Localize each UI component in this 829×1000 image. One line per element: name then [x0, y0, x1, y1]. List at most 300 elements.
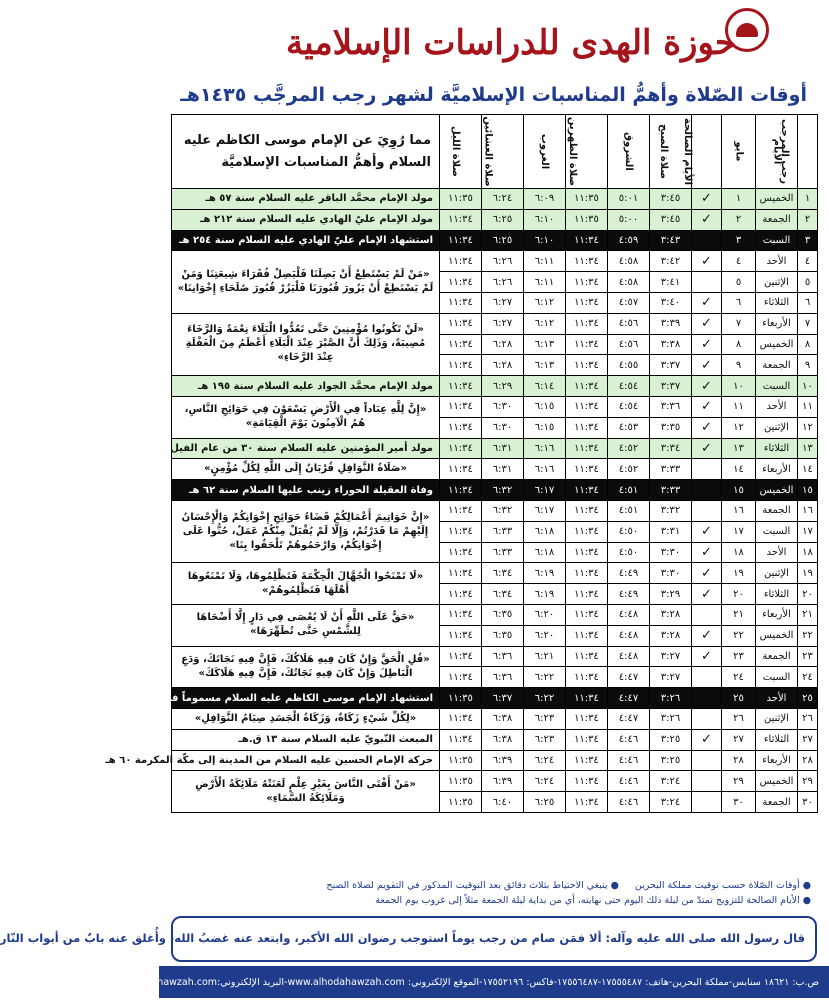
dhuhr-time: ١١:٣٤ [566, 313, 608, 334]
night-prayer-time: ١١:٣٤ [440, 480, 482, 501]
rajab-day-cell: ٢٤ [798, 667, 818, 688]
rajab-day-cell: ٨ [798, 334, 818, 355]
fajr-time: ٣:٣٦ [650, 396, 692, 417]
maghrib-time: ٦:١٣ [524, 334, 566, 355]
table-row [172, 729, 818, 750]
may-date-cell: ٢٨ [722, 750, 756, 771]
may-date-cell: ٢٤ [722, 667, 756, 688]
col-night: صلاة الليل [440, 115, 482, 189]
maghrib-time: ٦:١٥ [524, 396, 566, 417]
hadith-quote-cell: «قُلِ الْحَقَّ وَإِنْ كَانَ فِيهِ هَلَاكُكَ، فَإِنَّ فِيهِ نَجَاتَكَ، وَدَعِ الْبَاطِلَ وَإِنْ كَانَ فِيهِ نَجَاتُكَ، فَإِنَّ فِيهِ هَلَاكَكَ» [172, 646, 440, 688]
dhuhr-time: ١١:٣٤ [566, 500, 608, 521]
weekday-cell: الأحد [756, 396, 798, 417]
table-row [172, 189, 818, 210]
rajab-day-cell: ٢٥ [798, 688, 818, 709]
dhuhr-time: ١١:٣٤ [566, 480, 608, 501]
fajr-time: ٣:٢٤ [650, 771, 692, 792]
maghrib-time: ٦:٢٣ [524, 708, 566, 729]
good-day-check-cell: ✓ [692, 189, 722, 210]
may-date-cell: ٣ [722, 230, 756, 251]
weekday-cell: الجمعة [756, 209, 798, 230]
good-day-check-cell: ✓ [692, 355, 722, 376]
may-date-cell: ١٨ [722, 542, 756, 563]
weekday-cell: الخميس [756, 771, 798, 792]
rajab-day-cell: ١٣ [798, 438, 818, 459]
night-prayer-time: ١١:٣٤ [440, 417, 482, 438]
weekday-cell: الجمعة [756, 500, 798, 521]
weekday-cell: الثلاثاء [756, 729, 798, 750]
sunrise-time: ٥:٠١ [608, 189, 650, 210]
may-date-cell: ٢١ [722, 604, 756, 625]
maghrib-time: ٦:٢٣ [524, 729, 566, 750]
dhuhr-time: ١١:٣٤ [566, 417, 608, 438]
sunrise-time: ٤:٤٦ [608, 729, 650, 750]
weekday-cell: الإثنين [756, 563, 798, 584]
table-row [172, 771, 818, 792]
fajr-time: ٣:٣٧ [650, 376, 692, 397]
bullet-icon: ● [610, 880, 619, 891]
hadith-quote-cell: «صَلَاةُ النَّوَافِلِ قُرْبَانٌ إِلَى اللَّهِ لِكُلِّ مُؤْمِنٍ» [172, 459, 440, 480]
fajr-time: ٣:٣٤ [650, 438, 692, 459]
sunrise-time: ٤:٥٨ [608, 272, 650, 293]
may-date-cell: ٤ [722, 251, 756, 272]
fajr-time: ٣:٢٦ [650, 708, 692, 729]
maghrib-time: ٦:١٦ [524, 459, 566, 480]
col-maghrib: الغروب [524, 115, 566, 189]
dhuhr-time: ١١:٣٤ [566, 750, 608, 771]
rajab-day-cell: ٣٠ [798, 792, 818, 813]
dhuhr-time: ١١:٣٥ [566, 209, 608, 230]
isha-time: ٦:٢٨ [482, 355, 524, 376]
dhuhr-time: ١١:٣٤ [566, 563, 608, 584]
dhuhr-time: ١١:٣٤ [566, 646, 608, 667]
isha-time: ٦:٣٠ [482, 396, 524, 417]
night-prayer-time: ١١:٣٤ [440, 542, 482, 563]
hadith-quote-cell: «إِنَّ خَوَاتِيمَ أَعْمَالِكُمْ قَضَاءُ حَوَائِجِ إِخْوَانِكُمْ وَالْإِحْسَانُ إِلَيْهِمْ مَا قَدَرْتُمْ، وَإِلَّا لَمْ يُقْبَلْ مِنْكُمْ عَمَلٌ، حُنُّوا عَلَى إِخْوَانِكُمْ، وَارْحَمُوهُمْ تَلْحَقُوا بِنَا» [172, 500, 440, 562]
night-prayer-time: ١١:٣٤ [440, 209, 482, 230]
weekday-cell: الثلاثاء [756, 584, 798, 605]
maghrib-time: ٦:٢٤ [524, 771, 566, 792]
weekday-cell: الخميس [756, 625, 798, 646]
col-good-days: الأيام الصالحة [692, 115, 722, 189]
notes [171, 878, 817, 912]
isha-time: ٦:٢٥ [482, 209, 524, 230]
rajab-day-cell: ٢٣ [798, 646, 818, 667]
good-day-check-cell: ✓ [692, 376, 722, 397]
fajr-time: ٣:٣٧ [650, 355, 692, 376]
hadith-quote-cell: «مَنْ أَفْتَى النَّاسَ بِغَيْرِ عِلْمٍ لَعَنَتْهُ مَلَائِكَةُ الْأَرْضِ وَمَلَائِكَةُ السَّمَاءِ» [172, 771, 440, 813]
rajab-day-cell: ١٧ [798, 521, 818, 542]
dhuhr-time: ١١:٣٤ [566, 376, 608, 397]
maghrib-time: ٦:١٨ [524, 521, 566, 542]
weekday-cell: السبت [756, 521, 798, 542]
fajr-time: ٣:٢٥ [650, 729, 692, 750]
col-sunrise: الشروق [608, 115, 650, 189]
good-day-check-cell [692, 688, 722, 709]
sunrise-time: ٤:٤٦ [608, 750, 650, 771]
weekday-cell: الجمعة [756, 646, 798, 667]
weekday-cell: الأربعاء [756, 313, 798, 334]
good-day-check-cell: ✓ [692, 646, 722, 667]
weekday-cell: الخميس [756, 189, 798, 210]
good-day-check-cell: ✓ [692, 563, 722, 584]
table-row [172, 480, 818, 501]
good-day-check-cell [692, 604, 722, 625]
weekday-cell: الإثنين [756, 708, 798, 729]
isha-time: ٦:٢٤ [482, 189, 524, 210]
rajab-day-cell: ٣ [798, 230, 818, 251]
good-day-check-cell: ✓ [692, 625, 722, 646]
weekday-cell: الأحد [756, 542, 798, 563]
isha-time: ٦:٤٠ [482, 792, 524, 813]
maghrib-time: ٦:١٥ [524, 417, 566, 438]
hadith-quote-cell: «حَقٌّ عَلَى اللَّهِ أَنْ لَا يُعْصَى فِي دَارٍ إِلَّا أَضْحَاهَا لِلشَّمْسِ حَتَّى تُطَهِّرَهَا» [172, 604, 440, 646]
good-day-check-cell: ✓ [692, 438, 722, 459]
rajab-day-cell: ١ [798, 189, 818, 210]
may-date-cell: ٢٥ [722, 688, 756, 709]
logo [285, 8, 737, 78]
sunrise-time: ٤:٥٩ [608, 230, 650, 251]
note-item: ● الأيام الصالحة للتزويج تمتدّ من ليلة ذلك اليوم حتى نهايته، أي من بداية ليلة الجمعة مثلاً إلى غروب يوم الجمعة [375, 895, 811, 906]
dhuhr-time: ١١:٣٤ [566, 438, 608, 459]
sunrise-time: ٤:٤٨ [608, 625, 650, 646]
hadith-quote-cell: «مَنْ لَمْ يَسْتَطِعْ أَنْ يَصِلَنَا فَلْيَصِلْ فُقَرَاءَ شِيعَتِنَا وَمَنْ لَمْ يَسْتَطِعْ أَنْ يَزُورَ قُبُورَنَا فَلْيَزُرْ قُبُورَ صُلَحَاءِ إِخْوَانِنَا» [172, 251, 440, 313]
dhuhr-time: ١١:٣٤ [566, 396, 608, 417]
isha-time: ٦:٣٥ [482, 604, 524, 625]
hadith-quote-cell: «لِكُلِّ شَيْءٍ زَكَاةٌ، وَزَكَاةُ الْجَسَدِ صِيَامُ النَّوَافِلِ» [172, 708, 440, 729]
table-row [172, 750, 818, 771]
may-date-cell: ٢٧ [722, 729, 756, 750]
event-cell: مولد أمير المؤمنين عليه السلام سنة ٣٠ من عام الفيل [172, 438, 440, 459]
isha-time: ٦:٢٧ [482, 313, 524, 334]
sunrise-time: ٤:٥٦ [608, 313, 650, 334]
weekday-cell: الثلاثاء [756, 292, 798, 313]
weekday-cell: الجمعة [756, 792, 798, 813]
rajab-day-cell: ٢٠ [798, 584, 818, 605]
isha-time: ٦:٣٧ [482, 688, 524, 709]
isha-time: ٦:٣٨ [482, 729, 524, 750]
good-day-check-cell: ✓ [692, 251, 722, 272]
contact-bar [97, 966, 829, 998]
weekday-cell: السبت [756, 667, 798, 688]
sunrise-time: ٤:٥٦ [608, 334, 650, 355]
may-date-cell: ١٤ [722, 459, 756, 480]
isha-time: ٦:٣٣ [482, 542, 524, 563]
dhuhr-time: ١١:٣٤ [566, 251, 608, 272]
night-prayer-time: ١١:٣٤ [440, 251, 482, 272]
maghrib-time: ٦:١٢ [524, 313, 566, 334]
fajr-time: ٣:٣٣ [650, 480, 692, 501]
table-row [172, 688, 818, 709]
page-title: أوقات الصّلاة وأهمُّ المناسبات الإسلاميَّة لشهر رجب المرجَّب ١٤٣٥هـ [180, 84, 807, 106]
table-row [172, 708, 818, 729]
event-cell: حركة الإمام الحسين عليه السلام من المدينة إلى مكّة المكرمة ٦٠ هـ [172, 750, 440, 771]
weekday-cell: الأربعاء [756, 459, 798, 480]
maghrib-time: ٦:١٤ [524, 376, 566, 397]
table-row [172, 563, 818, 584]
sunrise-time: ٤:٤٧ [608, 667, 650, 688]
good-day-check-cell: ✓ [692, 521, 722, 542]
maghrib-time: ٦:٢٢ [524, 667, 566, 688]
good-day-check-cell [692, 771, 722, 792]
rajab-day-cell: ٧ [798, 313, 818, 334]
isha-time: ٦:٣١ [482, 459, 524, 480]
may-date-cell: ٦ [722, 292, 756, 313]
good-day-check-cell [692, 459, 722, 480]
prayer-times-table [92, 114, 818, 813]
night-prayer-time: ١١:٣٤ [440, 355, 482, 376]
good-day-check-cell [692, 667, 722, 688]
sunrise-time: ٤:٥٢ [608, 438, 650, 459]
sunrise-time: ٤:٤٨ [608, 604, 650, 625]
weekday-cell: الخميس [756, 480, 798, 501]
isha-time: ٦:٢٥ [482, 230, 524, 251]
night-prayer-time: ١١:٣٤ [440, 521, 482, 542]
table-row [172, 500, 818, 521]
note-item: ● أوقات الصّلاة حسب توقيت مملكة البحرين [634, 880, 811, 891]
night-prayer-time: ١١:٣٤ [440, 646, 482, 667]
table-row [172, 604, 818, 625]
contact-address[interactable]: ص.ب: ١٨٦٢١ سنابس-مملكة البحرين-هاتف: ١٧٥٥٥٤٨٧-١٧٥٥٦٤٨٧-فاكس: ١٧٥٥٢١٩٦-الموقع الإلكتروني: www.alhodahawzah.com-البريد الإلكتروني: [217, 976, 819, 988]
logo-text: حوزة الهدى للدراسات الإسلامية [285, 23, 737, 63]
dhuhr-time: ١١:٣٤ [566, 688, 608, 709]
table-row [172, 209, 818, 230]
dhuhr-time: ١١:٣٤ [566, 604, 608, 625]
night-prayer-time: ١١:٣٤ [440, 292, 482, 313]
dhuhr-time: ١١:٣٤ [566, 667, 608, 688]
dhuhr-time: ١١:٣٤ [566, 355, 608, 376]
fajr-time: ٣:٣٠ [650, 542, 692, 563]
night-prayer-time: ١١:٣٥ [440, 792, 482, 813]
night-prayer-time: ١١:٣٤ [440, 272, 482, 293]
sunrise-time: ٤:٤٧ [608, 688, 650, 709]
fajr-time: ٣:٣٠ [650, 563, 692, 584]
dhuhr-time: ١١:٣٤ [566, 771, 608, 792]
sunrise-time: ٤:٤٧ [608, 708, 650, 729]
rajab-day-cell: ٢١ [798, 604, 818, 625]
may-date-cell: ٢٣ [722, 646, 756, 667]
isha-time: ٦:٣٢ [482, 500, 524, 521]
rajab-day-cell: ٥ [798, 272, 818, 293]
rajab-day-cell: ٢٢ [798, 625, 818, 646]
night-prayer-time: ١١:٣٤ [440, 708, 482, 729]
isha-time: ٦:٢٩ [482, 376, 524, 397]
isha-time: ٦:٣٣ [482, 521, 524, 542]
table-row [172, 646, 818, 667]
maghrib-time: ٦:١٧ [524, 480, 566, 501]
table-row [172, 313, 818, 334]
maghrib-time: ٦:١١ [524, 272, 566, 293]
maghrib-time: ٦:٢١ [524, 646, 566, 667]
night-prayer-time: ١١:٣٤ [440, 438, 482, 459]
good-day-check-cell [692, 500, 722, 521]
isha-time: ٦:٣٦ [482, 667, 524, 688]
fajr-time: ٣:٤٠ [650, 292, 692, 313]
note-item: ● ينبغي الاحتياط بثلاث دقائق بعد التوقيت المذكور في التقويم لصلاة الصبح [326, 880, 619, 891]
weekday-cell: السبت [756, 230, 798, 251]
night-prayer-time: ١١:٣٤ [440, 604, 482, 625]
event-cell: مولد الإمام عليّ الهادي عليه السلام سنة ٢١٢ هـ [172, 209, 440, 230]
fajr-time: ٣:٤٣ [650, 230, 692, 251]
dhuhr-time: ١١:٣٤ [566, 708, 608, 729]
weekday-cell: الخميس [756, 334, 798, 355]
good-day-check-cell: ✓ [692, 313, 722, 334]
maghrib-time: ٦:٢٢ [524, 688, 566, 709]
good-day-check-cell: ✓ [692, 729, 722, 750]
fajr-time: ٣:٣٢ [650, 500, 692, 521]
sunrise-time: ٤:٤٦ [608, 771, 650, 792]
isha-time: ٦:٣٤ [482, 563, 524, 584]
night-prayer-time: ١١:٣٥ [440, 688, 482, 709]
dhuhr-time: ١١:٣٤ [566, 729, 608, 750]
hadith-quote-cell: «لَنْ تَكُونُوا مُؤْمِنِينَ حَتَّى تَعُدُّوا الْبَلَاءَ نِعْمَةً وَالرَّخَاءَ مُصِيبَةً، وَذَلِكَ أَنَّ الصَّبْرَ عِنْدَ الْبَلَاءِ أَعْظَمُ مِنَ الْغَفْلَةِ عِنْدَ الرَّخَاءِ» [172, 313, 440, 375]
rajab-day-cell: ٢٩ [798, 771, 818, 792]
may-date-cell: ١٠ [722, 376, 756, 397]
night-prayer-time: ١١:٣٤ [440, 334, 482, 355]
maghrib-time: ٦:١٠ [524, 230, 566, 251]
isha-time: ٦:٣٩ [482, 771, 524, 792]
isha-time: ٦:٣٦ [482, 646, 524, 667]
may-date-cell: ٣٠ [722, 792, 756, 813]
table-row [172, 376, 818, 397]
good-day-check-cell [692, 480, 722, 501]
sunrise-time: ٤:٤٦ [608, 792, 650, 813]
fajr-time: ٣:٢٥ [650, 750, 692, 771]
table-row [172, 230, 818, 251]
weekday-cell: الأربعاء [756, 604, 798, 625]
maghrib-time: ٦:١٩ [524, 584, 566, 605]
dhuhr-time: ١١:٣٤ [566, 230, 608, 251]
rajab-day-cell: ٢ [798, 209, 818, 230]
sunrise-time: ٤:٥٧ [608, 292, 650, 313]
maghrib-time: ٦:١٠ [524, 209, 566, 230]
isha-time: ٦:٢٦ [482, 251, 524, 272]
sunrise-time: ٤:٥٠ [608, 521, 650, 542]
maghrib-time: ٦:١٧ [524, 500, 566, 521]
hadith-quote-cell: «لَا تَمْنَحُوا الْجُهَّالَ الْحِكْمَةَ فَتَظْلِمُوهَا، وَلَا تَمْنَعُوهَا أَهْلَهَا فَتَظْلِمُوهُمْ» [172, 563, 440, 605]
weekday-cell: الإثنين [756, 417, 798, 438]
event-cell: مولد الإمام محمَّد الجواد عليه السلام سنة ١٩٥ هـ [172, 376, 440, 397]
rajab-day-cell: ٦ [798, 292, 818, 313]
fajr-time: ٣:٢٤ [650, 792, 692, 813]
dhuhr-time: ١١:٣٤ [566, 272, 608, 293]
sunrise-time: ٤:٥٤ [608, 396, 650, 417]
col-events: مما رُوِيَ عن الإمام موسى الكاظم عليه السلام وأهمُّ المناسبات الإسلاميَّة [172, 115, 440, 189]
good-day-check-cell [692, 792, 722, 813]
sunrise-time: ٤:٤٩ [608, 563, 650, 584]
dhuhr-time: ١١:٣٤ [566, 459, 608, 480]
header [159, 0, 829, 112]
fajr-time: ٣:٢٦ [650, 688, 692, 709]
isha-time: ٦:٣٨ [482, 708, 524, 729]
col-isha: صلاة العشائين [482, 115, 524, 189]
isha-time: ٦:٣٢ [482, 480, 524, 501]
maghrib-time: ٦:١١ [524, 251, 566, 272]
may-date-cell: ١١ [722, 396, 756, 417]
good-day-check-cell: ✓ [692, 334, 722, 355]
sunrise-time: ٤:٥٨ [608, 251, 650, 272]
good-day-check-cell [692, 230, 722, 251]
night-prayer-time: ١١:٣٤ [440, 376, 482, 397]
maghrib-time: ٦:٢٠ [524, 604, 566, 625]
isha-time: ٦:٣٠ [482, 417, 524, 438]
weekday-cell: الأحد [756, 251, 798, 272]
may-date-cell: ٢٢ [722, 625, 756, 646]
col-may: مايو [722, 115, 756, 189]
rajab-day-cell: ٩ [798, 355, 818, 376]
weekday-cell: الجمعة [756, 355, 798, 376]
col-day: الأيام [756, 115, 798, 189]
night-prayer-time: ١١:٣٤ [440, 230, 482, 251]
sunrise-time: ٤:٥٠ [608, 542, 650, 563]
maghrib-time: ٦:٢٤ [524, 750, 566, 771]
good-day-check-cell: ✓ [692, 209, 722, 230]
weekday-cell: الإثنين [756, 272, 798, 293]
may-date-cell: ٩ [722, 355, 756, 376]
may-date-cell: ٢٦ [722, 708, 756, 729]
weekday-cell: الثلاثاء [756, 438, 798, 459]
col-fajr: صلاة الصبح [650, 115, 692, 189]
contact-email[interactable]: info@alhodahawzah.com [97, 976, 218, 988]
table-row [172, 251, 818, 272]
good-day-check-cell: ✓ [692, 396, 722, 417]
night-prayer-time: ١١:٣٤ [440, 584, 482, 605]
may-date-cell: ٥ [722, 272, 756, 293]
rajab-day-cell: ١٩ [798, 563, 818, 584]
dhuhr-time: ١١:٣٤ [566, 792, 608, 813]
sunrise-time: ٤:٥١ [608, 500, 650, 521]
good-day-check-cell [692, 750, 722, 771]
may-date-cell: ٨ [722, 334, 756, 355]
hadith-quote-cell: «إِنَّ لِلَّهِ عِبَاداً فِي الْأَرْضِ يَسْعَوْنَ فِي حَوَائِجِ النَّاسِ، هُمُ الْآمِنُونَ يَوْمَ الْقِيَامَةِ» [172, 396, 440, 438]
may-date-cell: ١٦ [722, 500, 756, 521]
may-date-cell: ١٢ [722, 417, 756, 438]
isha-time: ٦:٣٩ [482, 750, 524, 771]
good-day-check-cell: ✓ [692, 584, 722, 605]
night-prayer-time: ١١:٣٤ [440, 667, 482, 688]
rajab-day-cell: ١١ [798, 396, 818, 417]
fajr-time: ٣:٣١ [650, 521, 692, 542]
night-prayer-time: ١١:٣٤ [440, 313, 482, 334]
sunrise-time: ٤:٥٥ [608, 355, 650, 376]
may-date-cell: ١٩ [722, 563, 756, 584]
fajr-time: ٣:٢٩ [650, 584, 692, 605]
fajr-time: ٣:٢٨ [650, 604, 692, 625]
rajab-day-cell: ١٠ [798, 376, 818, 397]
maghrib-time: ٦:١٣ [524, 355, 566, 376]
night-prayer-time: ١١:٣٤ [440, 396, 482, 417]
may-date-cell: ٢ [722, 209, 756, 230]
sunrise-time: ٤:٥٣ [608, 417, 650, 438]
sunrise-time: ٤:٥٢ [608, 459, 650, 480]
table-header-row [172, 115, 818, 189]
rajab-day-cell: ٢٧ [798, 729, 818, 750]
bullet-icon: ● [802, 895, 811, 906]
night-prayer-time: ١١:٣٤ [440, 625, 482, 646]
isha-time: ٦:٢٨ [482, 334, 524, 355]
good-day-check-cell [692, 272, 722, 293]
fajr-time: ٣:٣٩ [650, 313, 692, 334]
night-prayer-time: ١١:٣٥ [440, 750, 482, 771]
maghrib-time: ٦:٠٩ [524, 189, 566, 210]
sunrise-time: ٤:٥٤ [608, 376, 650, 397]
good-day-check-cell: ✓ [692, 292, 722, 313]
dhuhr-time: ١١:٣٥ [566, 189, 608, 210]
may-date-cell: ١٧ [722, 521, 756, 542]
fajr-time: ٣:٢٧ [650, 667, 692, 688]
maghrib-time: ٦:١٦ [524, 438, 566, 459]
col-rajab: رجب المرجب [798, 115, 818, 189]
